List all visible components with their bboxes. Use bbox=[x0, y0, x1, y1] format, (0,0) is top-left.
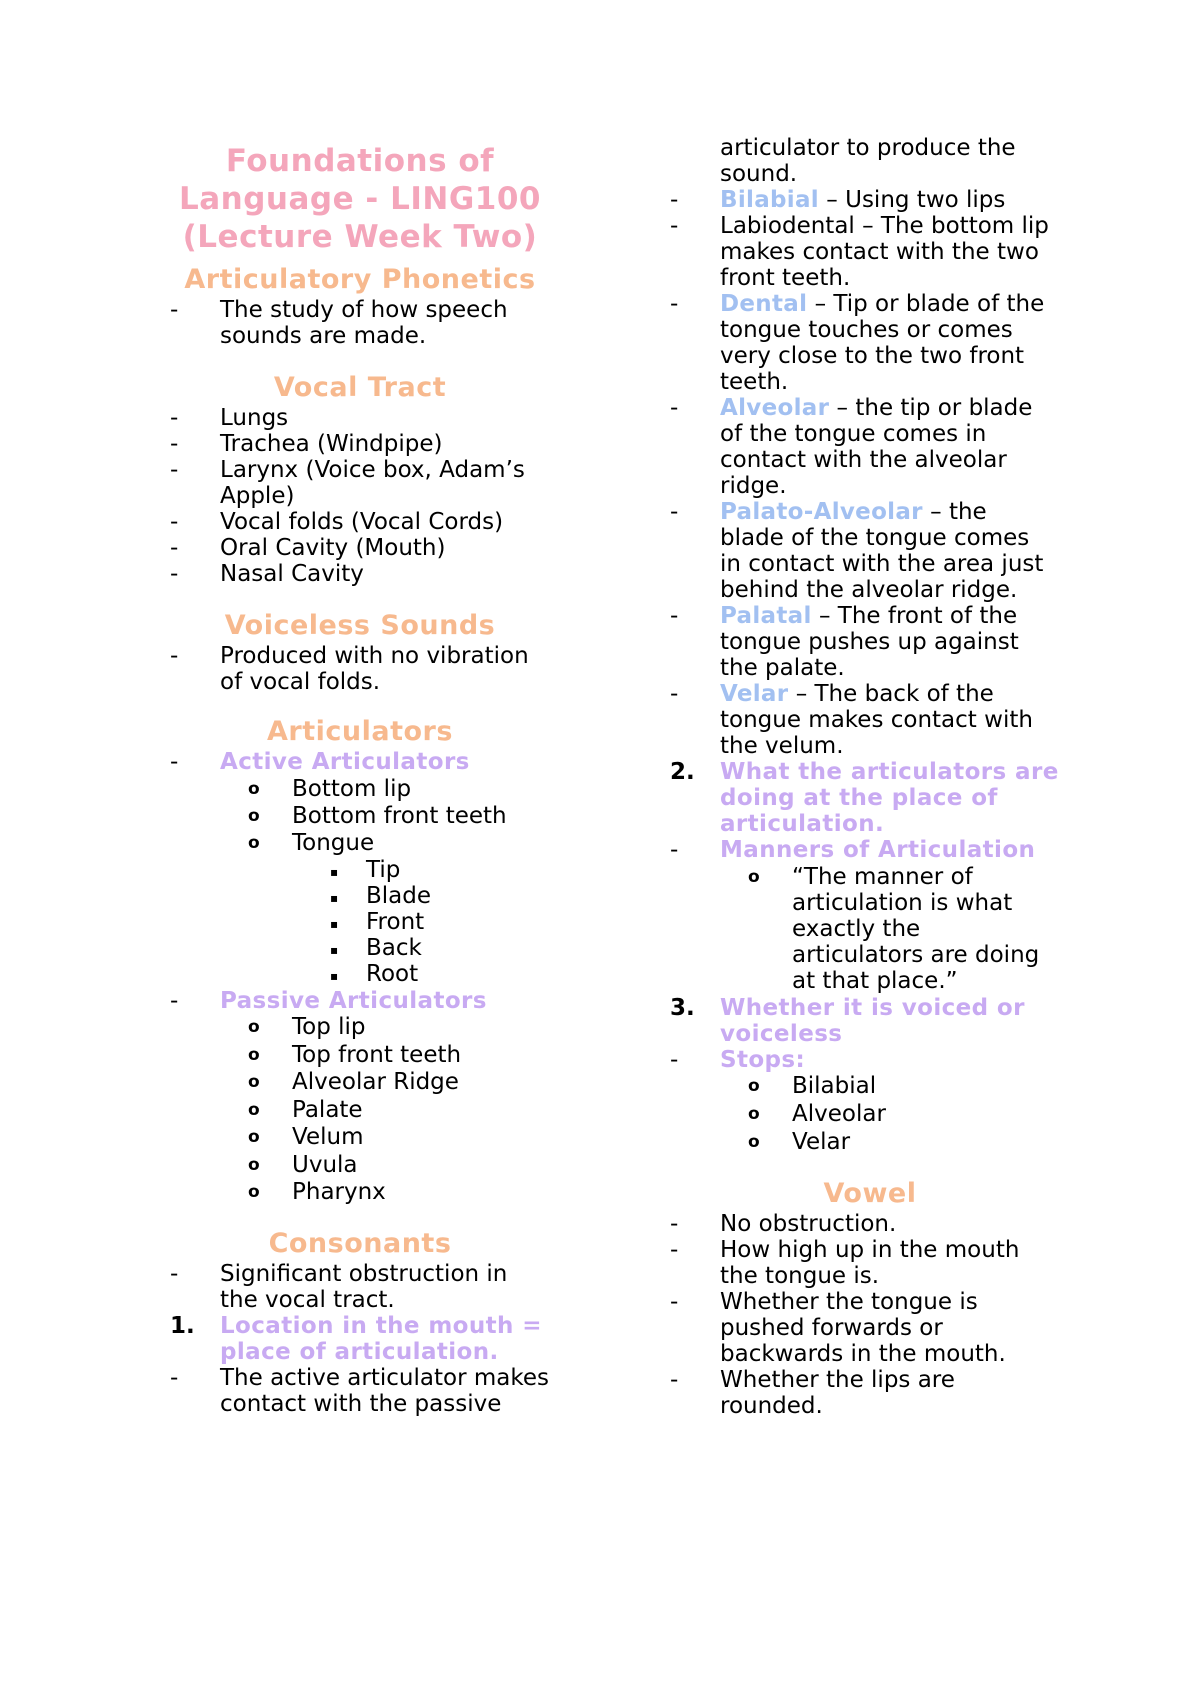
heading-vowel: Vowel bbox=[823, 1178, 917, 1209]
heading-voiceless-sounds: Voiceless Sounds bbox=[224, 610, 496, 641]
title-line: (Lecture Week Two) bbox=[182, 219, 538, 255]
title-line: Foundations of bbox=[225, 143, 495, 179]
heading-consonants: Consonants bbox=[268, 1228, 452, 1259]
heading-articulators: Articulators bbox=[267, 716, 453, 747]
heading-vocal-tract: Vocal Tract bbox=[273, 372, 447, 403]
title-line: Language - LING100 bbox=[179, 181, 541, 217]
document-title bbox=[170, 142, 550, 256]
heading-articulatory-phonetics: Articulatory Phonetics bbox=[184, 264, 536, 295]
